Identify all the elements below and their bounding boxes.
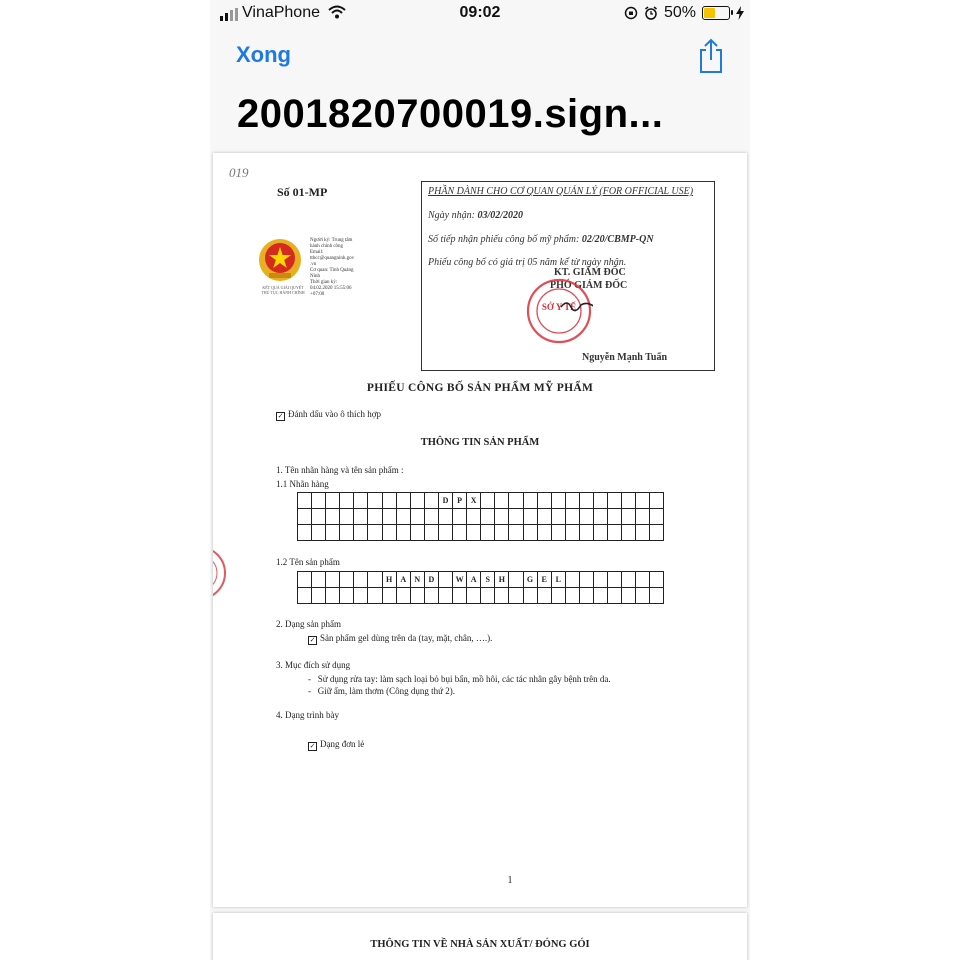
product-name-grid-cell (551, 588, 565, 604)
product-name-grid-cell (495, 588, 509, 604)
received-label: Ngày nhận: (428, 210, 475, 221)
brand-grid-cell (467, 525, 481, 541)
product-name-grid-row (298, 588, 664, 604)
signer-line: .vn (310, 262, 317, 267)
brand-grid-cell (636, 493, 650, 509)
carrier-label: VinaPhone (242, 4, 320, 21)
product-name-grid-cell (396, 588, 410, 604)
brand-grid-cell (622, 509, 636, 525)
received-date: 03/02/2020 (477, 210, 524, 221)
section-title: THÔNG TIN SẢN PHẨM (420, 437, 540, 448)
brand-grid-row (298, 525, 664, 541)
file-title: 2001820700019.sign... (237, 92, 664, 136)
brand-grid-cell (481, 525, 495, 541)
brand-grid-cell (298, 509, 312, 525)
product-name-grid-cell (650, 572, 664, 588)
signer-name: Nguyễn Mạnh Tuấn (582, 352, 668, 363)
document-page-2[interactable] (213, 913, 747, 960)
signer-line: Cơ quan: Tỉnh Quảng (310, 268, 354, 273)
product-name-grid-cell (509, 572, 523, 588)
battery-percent: 50% (663, 4, 696, 21)
checkbox-checked-icon: ✓ (309, 742, 316, 750)
brand-grid-cell (312, 493, 326, 509)
brand-grid-cell (579, 509, 593, 525)
product-name-grid-cell (537, 588, 551, 604)
product-name-grid-cell (579, 588, 593, 604)
check-note: Đánh dấu vào ô thích hợp (288, 409, 381, 419)
product-name-grid-cell: E (537, 572, 551, 588)
product-name-grid-cell (312, 588, 326, 604)
brand-grid-cell (537, 493, 551, 509)
brand-grid-cell (495, 525, 509, 541)
brand-grid-cell (593, 525, 607, 541)
brand-grid-cell (368, 493, 382, 509)
brand-grid-cell (650, 525, 664, 541)
brand-grid-cell (424, 525, 438, 541)
document-title: PHIẾU CÔNG BỐ SẢN PHẨM MỸ PHẨM (366, 382, 594, 394)
phone-screen (210, 0, 750, 960)
brand-grid-cell (636, 525, 650, 541)
signer-line: Thời gian ký: (310, 280, 338, 285)
brand-grid-cell (368, 525, 382, 541)
alarm-icon (644, 6, 658, 20)
brand-grid-cell (326, 525, 340, 541)
item4-label: 4. Dạng trình bày (276, 710, 339, 720)
brand-grid-cell (424, 493, 438, 509)
item3-label: 3. Mục đích sử dụng (276, 660, 351, 670)
brand-grid-cell (593, 509, 607, 525)
product-name-grid-cell: W (453, 572, 467, 588)
brand-grid-cell (495, 509, 509, 525)
brand-grid (297, 492, 664, 541)
product-name-grid-cell (579, 572, 593, 588)
signer-line: hành chính công (310, 244, 344, 249)
orientation-lock-icon (624, 6, 638, 20)
brand-grid-cell (551, 525, 565, 541)
product-name-grid-cell: D (424, 572, 438, 588)
brand-grid-cell (354, 493, 368, 509)
brand-grid-cell (424, 509, 438, 525)
product-name-grid-cell (509, 588, 523, 604)
brand-grid-cell (551, 493, 565, 509)
brand-grid-cell (481, 509, 495, 525)
brand-grid-cell (438, 509, 452, 525)
charging-icon (736, 6, 744, 20)
position-2: PHÓ GIÁM ĐỐC (550, 280, 628, 291)
brand-grid-row (298, 509, 664, 525)
product-name-grid-cell (608, 572, 622, 588)
receipt-label: Số tiếp nhận phiếu công bố mỹ phẩm: (428, 234, 580, 245)
brand-grid-cell (650, 493, 664, 509)
digital-signature-info (310, 238, 382, 298)
product-name-grid-cell (368, 572, 382, 588)
signer-line: Ninh (310, 274, 320, 279)
status-bar (210, 0, 750, 28)
product-name-grid-cell (298, 588, 312, 604)
brand-label: 1.1 Nhãn hàng (276, 479, 329, 489)
battery-icon (702, 6, 730, 20)
product-name-grid-cell (636, 572, 650, 588)
brand-grid-cell (382, 493, 396, 509)
brand-grid-cell (622, 493, 636, 509)
form-number: Số 01-MP (277, 185, 328, 199)
signer-line: Email: (310, 250, 324, 255)
brand-grid-cell (509, 493, 523, 509)
brand-grid-cell (551, 509, 565, 525)
product-name-grid-cell (467, 588, 481, 604)
brand-grid-cell (481, 493, 495, 509)
brand-grid-cell (396, 525, 410, 541)
product-name-grid-cell (340, 588, 354, 604)
brand-grid-cell (326, 509, 340, 525)
brand-grid-cell (593, 493, 607, 509)
brand-grid-cell (565, 525, 579, 541)
brand-grid-cell (523, 525, 537, 541)
product-name-grid-cell (382, 588, 396, 604)
product-name-grid (297, 571, 664, 604)
brand-grid-cell (537, 525, 551, 541)
signer-line: Người ký: Trung tâm (310, 238, 353, 243)
checkbox-checked-icon: ✓ (277, 412, 284, 420)
nav-bar (210, 30, 750, 80)
document-page[interactable] (213, 153, 747, 907)
page-seal-fragment (213, 543, 229, 603)
brand-grid-cell (298, 493, 312, 509)
brand-grid-cell (565, 493, 579, 509)
handwritten-number: 019 (229, 165, 249, 180)
validity-note: Phiếu công bố có giá trị 05 năm kể từ ngày nhận. (428, 257, 627, 268)
product-name-grid-cell: L (551, 572, 565, 588)
brand-grid-cell (396, 493, 410, 509)
brand-grid-cell: X (467, 493, 481, 509)
brand-grid-cell (340, 493, 354, 509)
product-name-grid-cell: S (481, 572, 495, 588)
product-name-grid-cell: N (410, 572, 424, 588)
brand-grid-cell (410, 509, 424, 525)
checkbox-checked-icon: ✓ (309, 636, 316, 644)
brand-grid-cell (467, 509, 481, 525)
item1-label: 1. Tên nhãn hàng và tên sản phẩm : (276, 465, 404, 475)
brand-grid-cell (523, 493, 537, 509)
brand-grid-cell (396, 509, 410, 525)
product-name-grid-cell (622, 572, 636, 588)
share-icon[interactable] (696, 36, 726, 76)
product-name-grid-cell (368, 588, 382, 604)
brand-grid-cell (453, 509, 467, 525)
position-1: KT. GIÁM ĐỐC (554, 267, 626, 278)
brand-grid-cell (354, 525, 368, 541)
brand-grid-cell (312, 509, 326, 525)
product-name-grid-cell (622, 588, 636, 604)
product-name-grid-cell (326, 588, 340, 604)
brand-grid-cell (608, 525, 622, 541)
national-emblem-icon (257, 237, 303, 283)
brand-grid-cell (410, 525, 424, 541)
product-name-grid-cell (523, 588, 537, 604)
item2-option: Sản phẩm gel dùng trên da (tay, mặt, chân, ….). (320, 633, 493, 643)
product-name-grid-cell (438, 572, 452, 588)
brand-grid-cell (410, 493, 424, 509)
product-name-grid-cell (565, 588, 579, 604)
brand-grid-cell (382, 525, 396, 541)
product-name-grid-cell: H (382, 572, 396, 588)
product-name-grid-cell (608, 588, 622, 604)
product-name-grid-cell (298, 572, 312, 588)
product-name-grid-cell: H (495, 572, 509, 588)
brand-grid-cell (608, 493, 622, 509)
use-item: - Sử dụng rửa tay: làm sạch loại bỏ bụi bẩn, mồ hôi, các tác nhân gây bệnh trên da. (308, 674, 611, 684)
brand-grid-cell (509, 525, 523, 541)
brand-grid-cell (340, 525, 354, 541)
use-item: - Giữ ẩm, làm thơm (Công dụng thứ 2). (308, 686, 456, 696)
brand-grid-cell (509, 509, 523, 525)
product-name-grid-cell: G (523, 572, 537, 588)
signer-line: +07:00 (310, 292, 325, 297)
brand-grid-cell (622, 525, 636, 541)
product-name-grid-cell (481, 588, 495, 604)
product-name-grid-cell (650, 588, 664, 604)
product-name-grid-cell (438, 588, 452, 604)
brand-grid-cell (608, 509, 622, 525)
next-page-title: THÔNG TIN VỀ NHÀ SẢN XUẤT/ ĐÓNG GÓI (370, 939, 590, 950)
brand-grid-cell (312, 525, 326, 541)
product-name-grid-cell (636, 588, 650, 604)
brand-grid-cell (523, 509, 537, 525)
product-name-grid-cell: A (467, 572, 481, 588)
stamp-text: SỞ Y TẾ (541, 302, 577, 312)
product-name-grid-cell (326, 572, 340, 588)
signer-line: tthcc@quangninh.gov (310, 256, 355, 261)
brand-grid-cell (326, 493, 340, 509)
page-number: 1 (507, 875, 513, 886)
signer-line: 04.02.2020 15:55:06 (310, 286, 352, 291)
brand-grid-cell (565, 509, 579, 525)
product-name-grid-cell (312, 572, 326, 588)
product-name-grid-cell (354, 588, 368, 604)
brand-grid-cell (382, 509, 396, 525)
clock: 09:02 (459, 4, 501, 21)
emblem-caption: KẾT QUẢ GIẢI QUYẾT (262, 285, 304, 290)
item2-label: 2. Dạng sản phẩm (276, 619, 341, 629)
brand-grid-cell (650, 509, 664, 525)
brand-grid-cell (340, 509, 354, 525)
official-stamp (525, 277, 593, 345)
product-name-grid-cell (593, 572, 607, 588)
official-box-heading: PHẦN DÀNH CHO CƠ QUAN QUẢN LÝ (FOR OFFICIAL USE) (428, 186, 694, 197)
brand-grid-cell (636, 509, 650, 525)
product-name-grid-cell (593, 588, 607, 604)
brand-grid-cell: D (438, 493, 452, 509)
product-name-grid-cell (410, 588, 424, 604)
product-name-grid-cell: A (396, 572, 410, 588)
brand-grid-cell (537, 509, 551, 525)
product-name-grid-cell (424, 588, 438, 604)
emblem-caption: THỦ TỤC HÀNH CHÍNH (261, 290, 305, 295)
product-name-grid-row (298, 572, 664, 588)
product-name-grid-cell (354, 572, 368, 588)
product-name-grid-cell (453, 588, 467, 604)
product-name-grid-cell (340, 572, 354, 588)
brand-grid-cell (298, 525, 312, 541)
item4-option: Dạng đơn lẻ (320, 739, 365, 749)
product-name-grid-cell (565, 572, 579, 588)
brand-grid-cell (453, 525, 467, 541)
product-name-label: 1.2 Tên sản phẩm (276, 557, 340, 567)
receipt-number: 02/20/CBMP-QN (581, 234, 654, 245)
brand-grid-cell (495, 493, 509, 509)
brand-grid-cell (354, 509, 368, 525)
brand-grid-cell (438, 525, 452, 541)
brand-grid-cell (368, 509, 382, 525)
brand-grid-cell (579, 525, 593, 541)
brand-grid-cell (579, 493, 593, 509)
brand-grid-row (298, 493, 664, 509)
brand-grid-cell: P (453, 493, 467, 509)
done-button[interactable]: Xong (236, 42, 291, 67)
